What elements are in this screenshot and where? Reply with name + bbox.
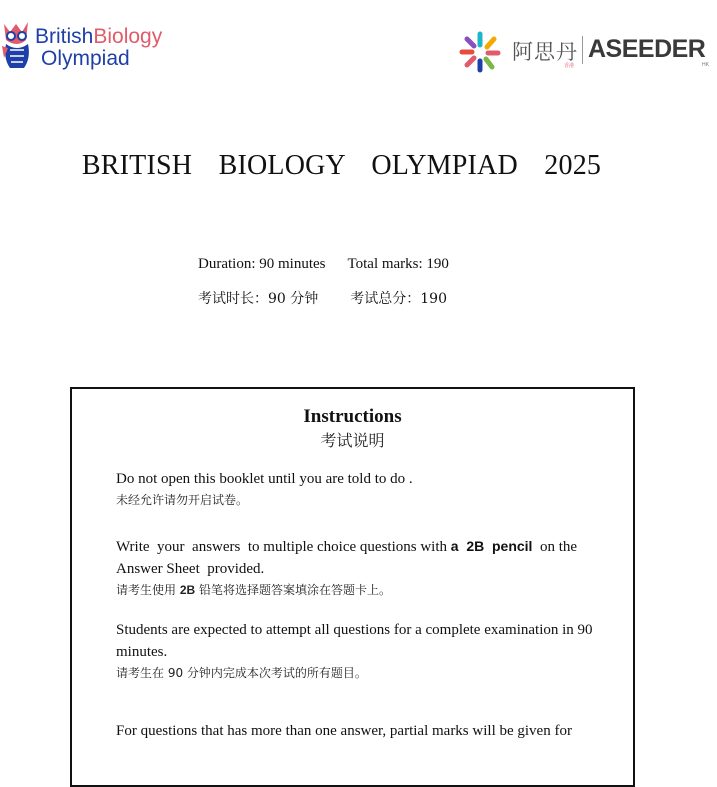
owl-icon <box>0 18 34 74</box>
aseeder-logo <box>458 30 714 74</box>
instruction-text: Write your answers to multiple choice questions with <box>116 539 451 555</box>
instruction-text-cn: 请考生在 90 分钟内完成本次考试的所有题目。 <box>116 666 367 680</box>
aseeder-star-icon <box>458 30 502 74</box>
page-title: BRITISH BIOLOGY OLYMPIAD 2025 <box>81 150 602 181</box>
instructions-title-cn: 考试说明 <box>320 431 385 450</box>
instruction-emphasis-cn: 2B <box>179 583 196 597</box>
exam-meta-chinese <box>198 288 447 308</box>
instructions-title: Instructions <box>303 406 402 427</box>
instruction-emphasis: a 2B pencil <box>450 538 533 554</box>
logo-text-aseeder-chinese: 阿思丹 <box>512 40 578 64</box>
instruction-text-cn <box>116 580 616 600</box>
british-biology-olympiad-logo <box>0 18 180 74</box>
instruction-text-cn-a: 请考生使用 <box>116 583 180 597</box>
instruction-item <box>116 535 616 600</box>
total-marks-text: Total marks: 190 <box>347 256 449 272</box>
logo-divider <box>582 36 583 64</box>
instruction-item <box>116 619 616 683</box>
total-marks-text-cn: 考试总分：190 <box>350 291 447 307</box>
logo-text-aseeder: ASEEDER <box>588 35 706 63</box>
instruction-text-cn: 未经允许请勿开启试卷。 <box>116 493 249 507</box>
duration-text-cn: 考试时长：90 分钟 <box>198 291 319 307</box>
logo-text-biology: Biology <box>93 25 163 48</box>
instruction-item <box>116 468 616 510</box>
instruction-text: Students are expected to attempt all questions for a complete examination in 90 minutes. <box>116 622 593 660</box>
instruction-text: on the Answer Sheet provided. <box>116 539 584 577</box>
instruction-text-cn-b: 铅笔将选择题答案填涂在答题卡上。 <box>195 583 391 597</box>
logo-text-hongkong: 香港 <box>564 63 575 69</box>
instruction-item <box>116 720 626 742</box>
instruction-text: For questions that has more than one answer, partial marks will be given for <box>116 723 572 739</box>
instruction-text: Do not open this booklet until you are told to do . <box>116 471 413 487</box>
instructions-box <box>70 387 635 787</box>
exam-meta-english <box>198 256 449 273</box>
logo-text-olympiad: Olympiad <box>41 47 130 70</box>
duration-text: Duration: 90 minutes <box>198 256 326 272</box>
logo-text-hk: HK <box>702 62 709 68</box>
logo-text-british: British <box>35 25 94 48</box>
